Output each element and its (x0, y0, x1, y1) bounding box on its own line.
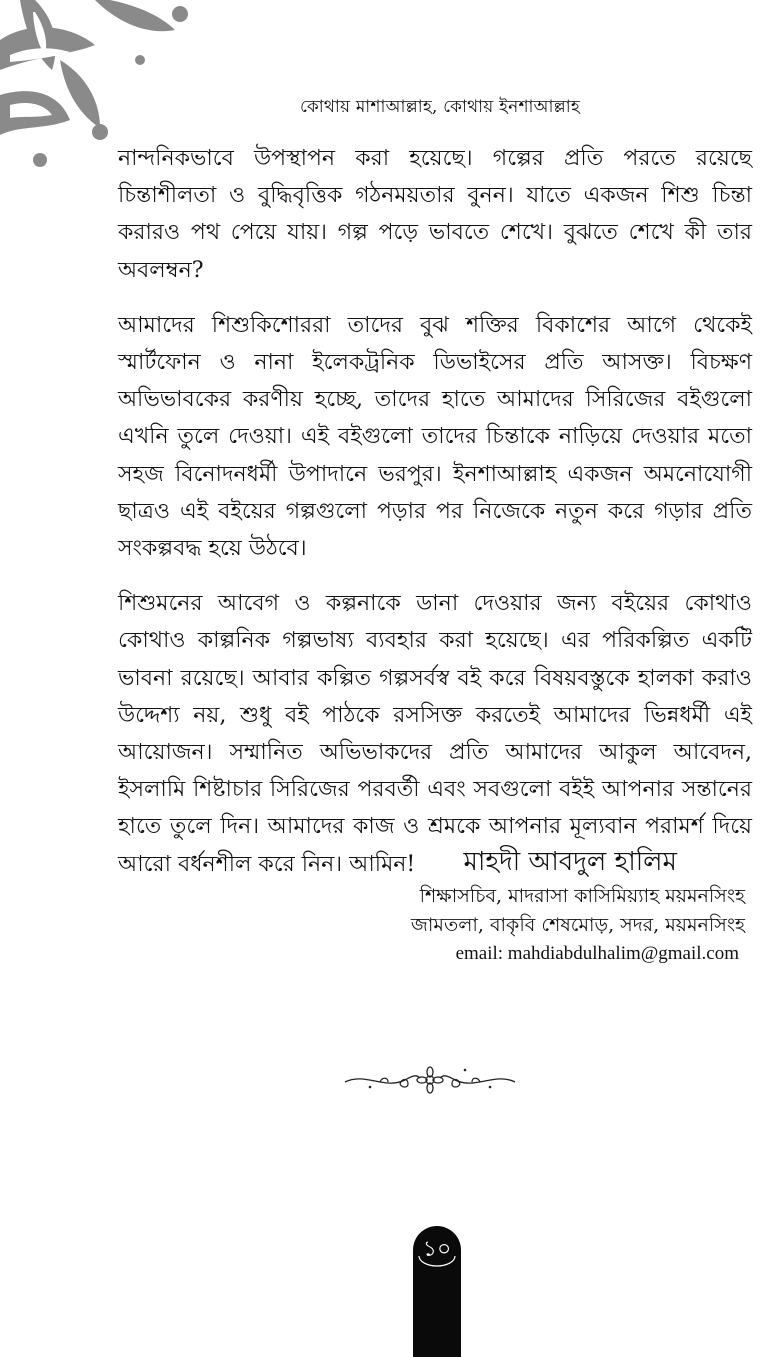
running-header: কোথায় মাশাআল্লাহ, কোথায় ইনশাআল্লাহ (299, 97, 581, 117)
paragraph-1: নান্দনিকভাবে উপস্থাপন করা হয়েছে। গল্পের প্রতি পরতে রয়েছে চিন্তাশীলতা ও বুদ্ধিবৃত্তিক গঠনময়তার বুনন। যাতে একজন শিশু চিন্তা করারও পথ পেয়ে যায়। গল্প পড়ে ভাবতে শেখে। বুঝতে শেখে কী তার অবলম্বন? (118, 146, 752, 283)
paragraph-3: শিশুমনের আবেগ ও কল্পনাকে ডানা দেওয়ার জন্য বইয়ের কোথাও কোথাও কাল্পনিক গল্পভাষ্য ব্যবহার করা হয়েছে। এর পরিকল্পিত একটি ভাবনা রয়েছে। আবার কল্পিত গল্পসর্বস্ব বই করে বিষয়বস্তুকে হালকা করাও উদ্দেশ্য নয়, শুধু বই পাঠকে রসসিক্ত করতেই আমাদের ভিন্নধর্মী এই আয়োজন। সম্মানিত অভিভাকদের প্রতি আমাদের আকুল আবেদন, ইসলামি শিষ্টাচার সিরিজের পরবর্তী এবং সবগুলো বইই আপনার সন্তানের হাতে তুলে দিন। আমাদের কাজ ও শ্রমকে আপনার মূল্যবান পরামর্শ দিয়ে আরো বর্ধনশীল করে নিন। আমিন! (118, 591, 752, 877)
paragraph-2: আমাদের শিশুকিশোররা তাদের বুঝ শক্তির বিকাশের আগে থেকেই স্মার্টফোন ও নানা ইলেকট্রনিক ডিভাইসের প্রতি আসক্ত। বিচক্ষণ অভিভাবকের করণীয় হচ্ছে, তাদের হাতে আমাদের সিরিজের বইগুলো এখনি তুলে দেওয়া। এই বইগুলো তাদের চিন্তাকে নাড়িয়ে দেওয়ার মতো সহজ বিনোদনধর্মী উপাদানে ভরপুর। ইনশাআল্লাহ একজন অমনোযোগী ছাত্রও এই বইয়ের গল্পগুলো পড়ার পর নিজেকে নতুন করে গড়ার প্রতি সংকল্পবদ্ধ হয়ে উঠবে। (118, 312, 752, 562)
body-text (118, 140, 752, 901)
author-name: মাহদী আবদুল হালিম (463, 847, 677, 877)
page-number: ১০ (422, 1237, 452, 1262)
author-email: email: mahdiabdulhalim@gmail.com (455, 943, 739, 964)
author-position: শিক্ষাসচিব, মাদরাসা কাসিমিয়্যাহ ময়মনসিংহ (419, 885, 745, 907)
floral-flourish-divider-icon (340, 1060, 520, 1100)
signature-block (325, 842, 745, 968)
author-address: জামতলা, বাকৃবি শেষমোড়, সদর, ময়মনসিংহ (410, 914, 745, 936)
